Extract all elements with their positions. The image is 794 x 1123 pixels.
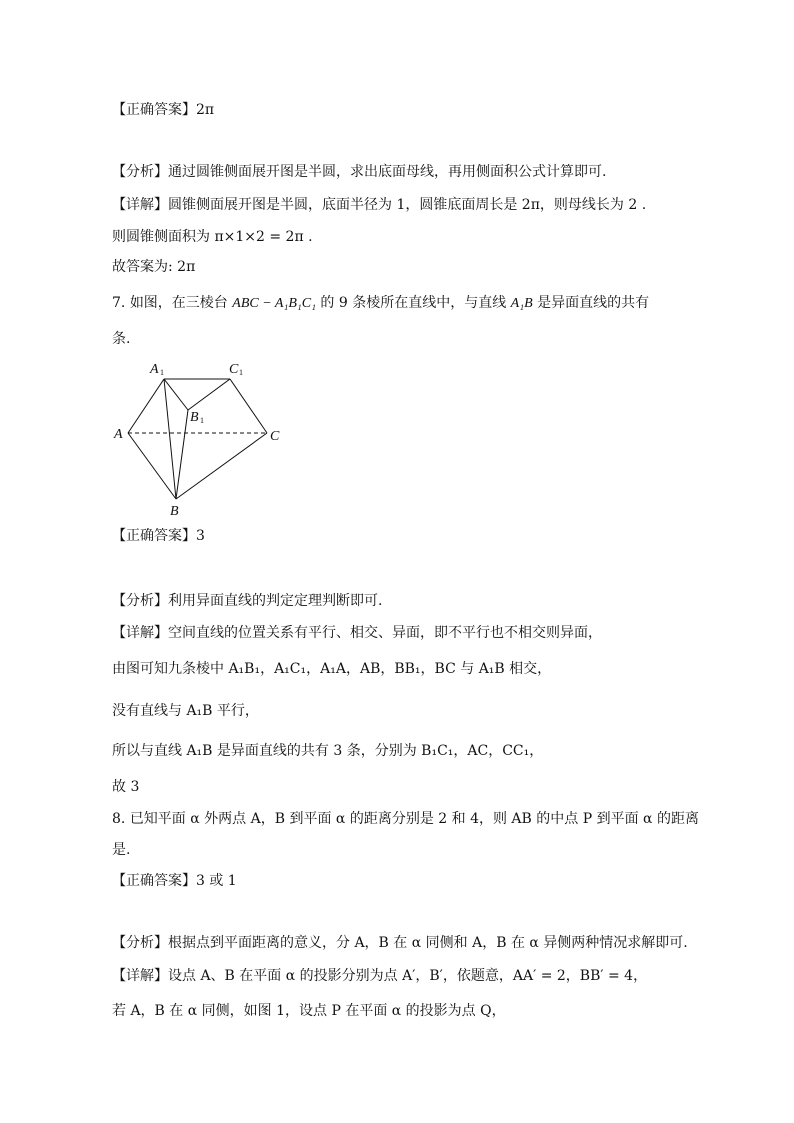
answer-tag: 【正确答案】 (112, 528, 196, 544)
question-8-blank-line (112, 841, 130, 859)
detail-line-8b (112, 1002, 506, 1020)
detail-tag: 【详解】 (112, 968, 168, 984)
detail-text-4: 所以与直线 A₁B 是异面直线的共有 3 条，分别为 B₁C₁，AC，CC₁， (112, 743, 544, 759)
edge-BC (176, 433, 267, 499)
line-A1B (164, 379, 176, 499)
answer-value: 2π (196, 102, 215, 118)
detail-line-7c (112, 702, 259, 720)
question-tail: . (126, 842, 131, 858)
frustum-name: ABC − A₁B₁C₁ (232, 296, 316, 311)
detail-text-3: 没有直线与 A₁B 平行， (112, 703, 259, 719)
conclusion-line-7 (112, 778, 139, 796)
question-text: 已知平面 α 外两点 A，B 到平面 α 的距离分别是 2 和 4，则 AB 的中点 P 到平面 α 的距离 (129, 811, 699, 827)
detail-line-7d (112, 742, 543, 760)
answer-value: 3 (196, 528, 205, 544)
edge-A1B1 (164, 379, 188, 410)
label-C1: C (229, 362, 239, 377)
conclusion-text: 故答案为: 2π (112, 259, 196, 275)
label-B1: B (190, 410, 199, 425)
detail-text: 空间直线的位置关系有平行、相交、异面，即不平行也不相交则异面， (168, 625, 602, 641)
label-A1: A (150, 362, 159, 377)
detail-text: 设点 A、B 在平面 α 的投影分别为点 A′，B′，依题意，AA′ = 2，BB′ = 4， (168, 968, 648, 984)
line-name: A₁B (510, 296, 533, 311)
question-text-b: 的 9 条棱所在直线中，与直线 (315, 295, 511, 311)
analysis-text: 通过圆锥侧面展开图是半圆，求出底面母线，再用侧面积公式计算即可. (168, 164, 607, 180)
detail-tag: 【详解】 (112, 197, 168, 213)
question-number: 7. (112, 295, 126, 311)
answer-line-7 (112, 527, 205, 545)
label-C1-sub: 1 (239, 368, 243, 377)
detail-text-2: 则圆锥侧面积为 π×1×2 = 2π . (112, 229, 313, 245)
analysis-tag: 【分析】 (112, 164, 168, 180)
edge-B1C1 (188, 379, 230, 410)
conclusion-text: 故 3 (112, 779, 140, 795)
answer-tag: 【正确答案】 (112, 873, 196, 889)
detail-text-2: 若 A，B 在 α 同侧，如图 1，设点 P 在平面 α 的投影为点 Q， (112, 1003, 506, 1019)
question-8 (112, 810, 699, 828)
question-text-a: 如图，在三棱台 (129, 295, 233, 311)
analysis-text: 利用异面直线的判定定理判断即可. (168, 593, 383, 609)
question-text-c: 是异面直线的共有 (532, 295, 650, 311)
label-A: A (114, 427, 123, 442)
question-text-2: 是 (112, 842, 126, 858)
analysis-line-8 (112, 934, 688, 952)
answer-value: 3 或 1 (196, 873, 237, 889)
detail-tag: 【详解】 (112, 625, 168, 641)
answer-tag: 【正确答案】 (112, 102, 196, 118)
analysis-line-7 (112, 592, 382, 610)
edge-AB (128, 433, 176, 499)
question-number: 8. (112, 811, 126, 827)
detail-text-2: 由图可知九条棱中 A₁B₁，A₁C₁，A₁A，AB，BB₁，BC 与 A₁B 相交， (112, 661, 552, 677)
edge-CC1 (230, 379, 267, 433)
label-B1-sub: 1 (200, 416, 204, 425)
answer-line-8 (112, 872, 237, 890)
detail-line-7 (112, 624, 602, 642)
analysis-tag: 【分析】 (112, 593, 168, 609)
label-C: C (270, 429, 280, 444)
edge-BB1 (176, 410, 188, 499)
detail-line-8 (112, 967, 647, 985)
analysis-text: 根据点到平面距离的意义，分 A，B 在 α 同侧和 A，B 在 α 异侧两种情况求解即可. (168, 935, 688, 951)
question-tail: 条. (112, 331, 131, 347)
detail-line-7b (112, 660, 551, 678)
label-B: B (170, 504, 179, 519)
label-A1-sub: 1 (160, 368, 164, 377)
edge-AA1 (128, 379, 164, 433)
detail-text: 圆锥侧面展开图是半圆，底面半径为 1，圆锥底面周长是 2π，则母线长为 2 . (168, 197, 647, 213)
analysis-tag: 【分析】 (112, 935, 168, 951)
